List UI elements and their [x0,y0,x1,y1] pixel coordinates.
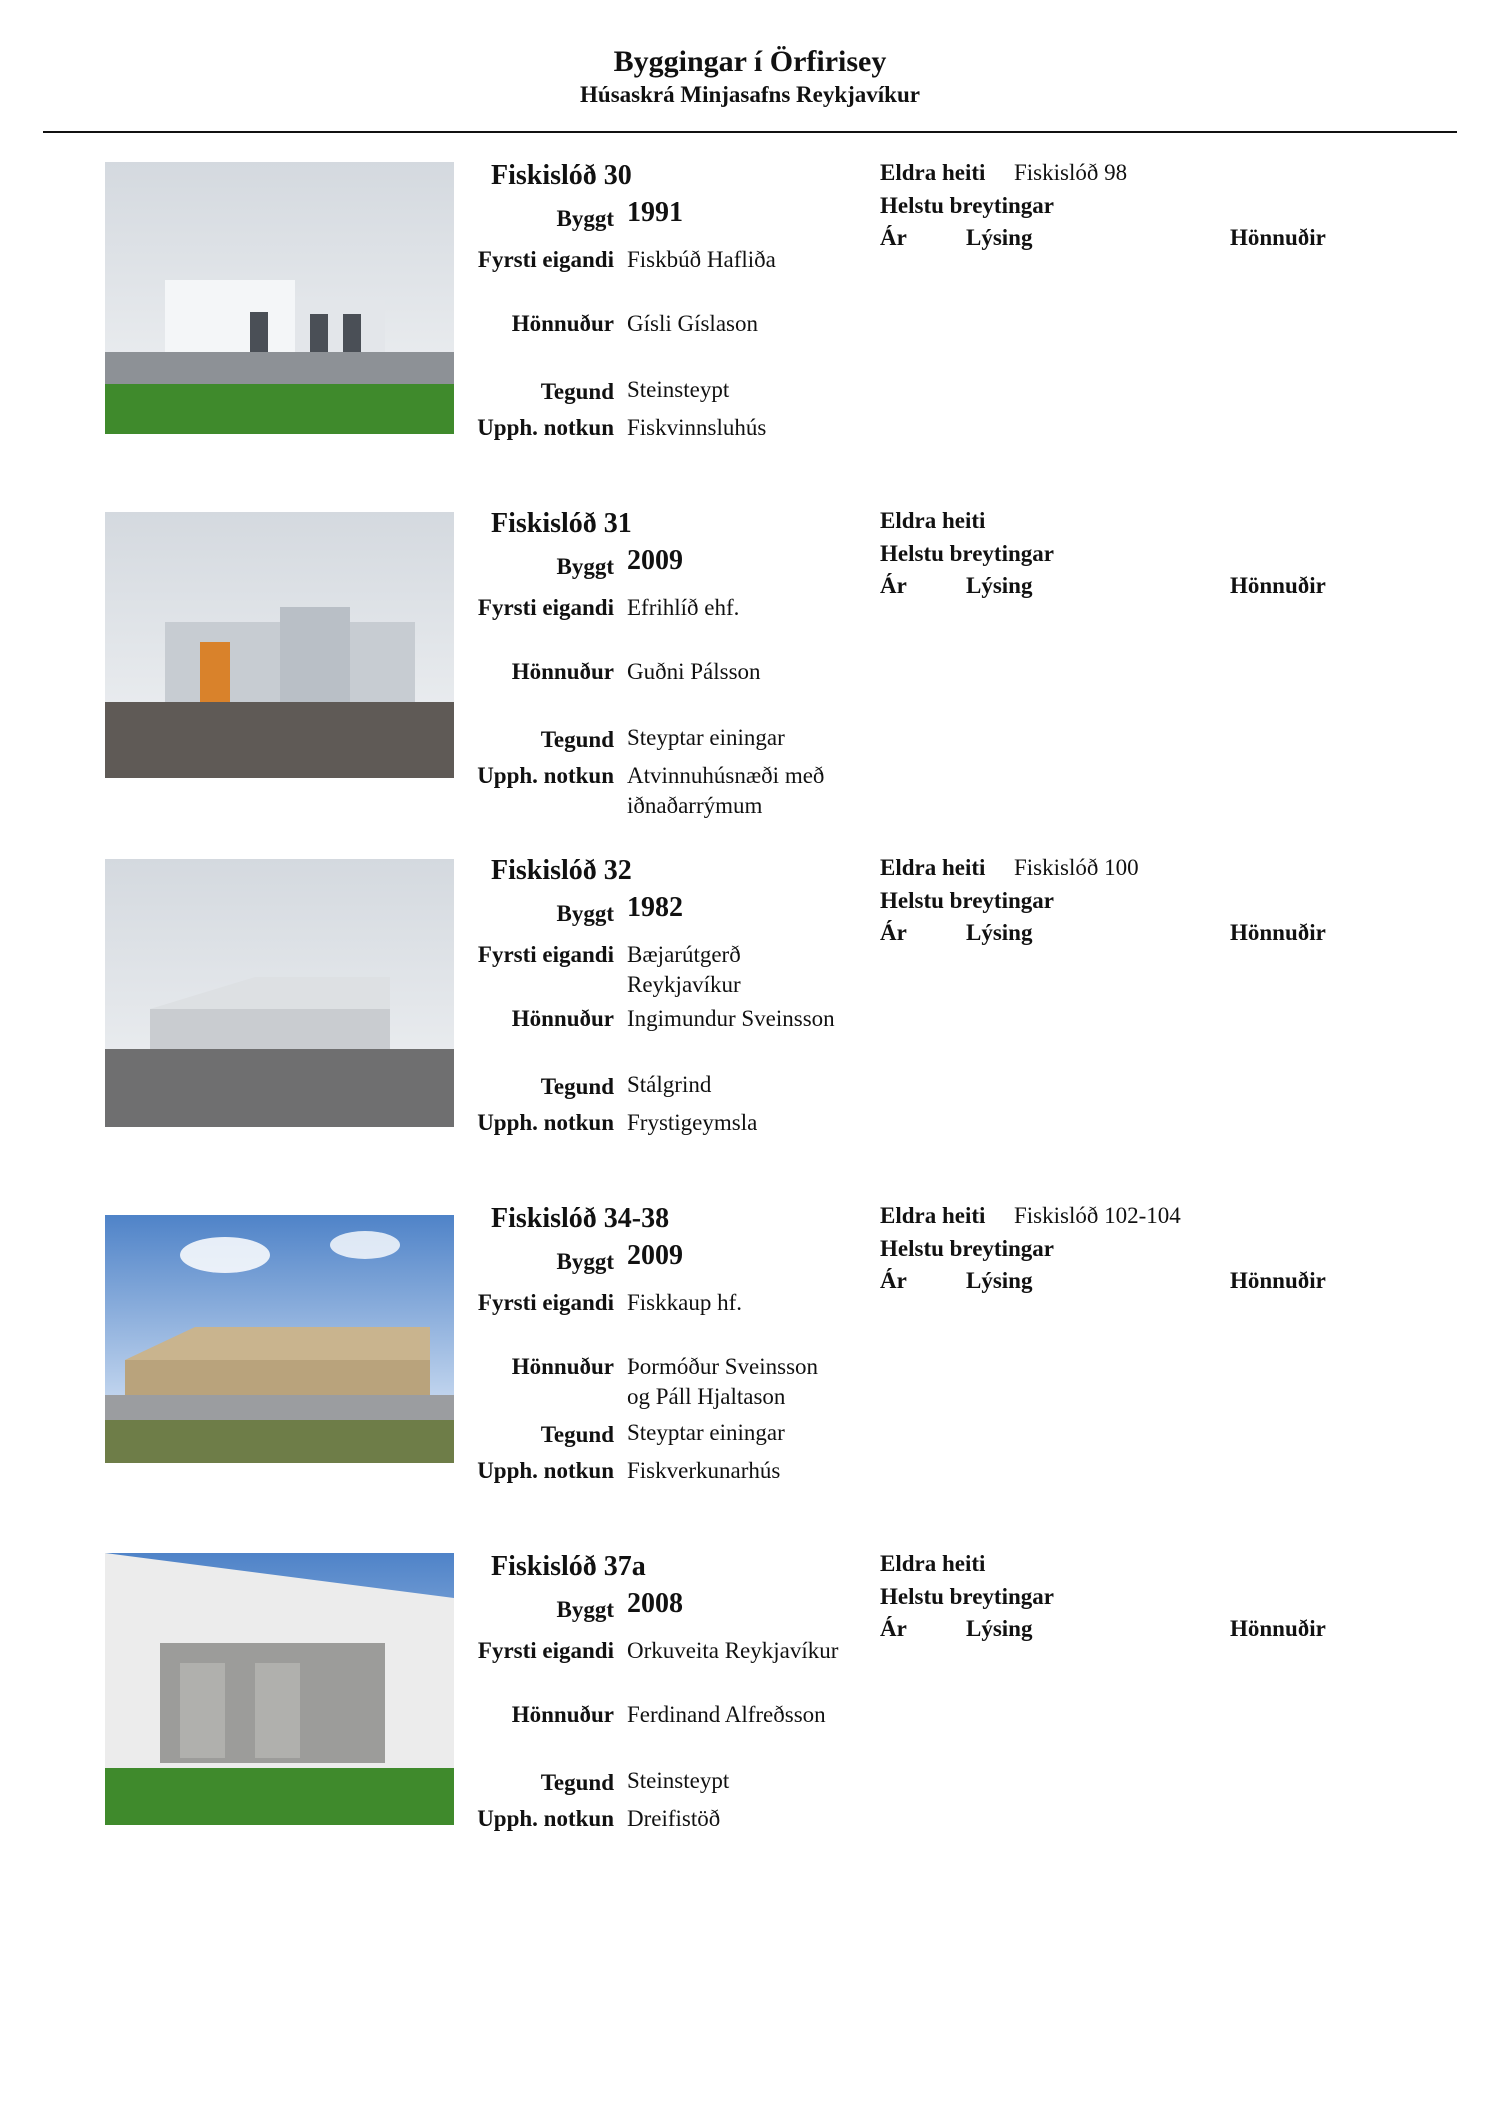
page-header [0,44,1500,110]
older-name-label: Eldra heiti [880,1203,986,1228]
col-year-header: Ár [880,1616,907,1641]
first-owner-value: Fiskbúð Hafliða [627,247,776,272]
building-address: Fiskislóð 32 [491,855,632,886]
original-use-value: Frystigeymsla [627,1110,758,1135]
col-description-header: Lýsing [966,1616,1033,1641]
building-address: Fiskislóð 37a [491,1551,646,1582]
building-photo-icon [105,1553,454,1825]
main-changes-label: Helstu breytingar [880,1236,1054,1261]
col-description-header: Lýsing [966,1268,1033,1293]
building-address: Fiskislóð 31 [491,508,632,539]
designer-value: Þormóður Sveinsson [627,1354,819,1379]
type-label: Tegund [540,379,614,404]
first-owner-value: Efrihlíð ehf. [627,595,740,620]
original-use-value: Atvinnuhúsnæði með [627,763,825,788]
page-subtitle: Húsaskrá Minjasafns Reykjavíkur [580,82,920,107]
building-photo [105,1215,454,1463]
original-use-label: Upph. notkun [477,1110,614,1135]
col-designers-header: Hönnuðir [1230,225,1326,250]
built-label: Byggt [556,1249,614,1274]
original-use-value: Fiskverkunarhús [627,1458,781,1483]
building-photo [105,1553,454,1825]
col-designers-header: Hönnuðir [1230,920,1326,945]
designer-label: Hönnuður [511,311,614,336]
first-owner-value: Fiskkaup hf. [627,1290,742,1315]
main-changes-label: Helstu breytingar [880,193,1054,218]
built-label: Byggt [556,206,614,231]
col-year-header: Ár [880,225,907,250]
designer-label: Hönnuður [511,1006,614,1031]
built-label: Byggt [556,554,614,579]
first-owner-label: Fyrsti eigandi [477,942,614,967]
first-owner-label: Fyrsti eigandi [477,247,614,272]
designer-value: Ferdinand Alfreðsson [627,1702,826,1727]
type-value: Steinsteypt [627,1768,730,1793]
built-value: 1991 [627,197,683,228]
building-photo-icon [105,162,454,434]
designer-value: Ingimundur Sveinsson [627,1006,835,1031]
first-owner-label: Fyrsti eigandi [477,595,614,620]
building-photo [105,162,454,434]
older-name-value: Fiskislóð 98 [1014,160,1128,185]
original-use-label: Upph. notkun [477,763,614,788]
main-changes-label: Helstu breytingar [880,1584,1054,1609]
built-value: 2008 [627,1588,683,1619]
building-entry [0,160,1500,500]
building-entry [0,1203,1500,1543]
building-photo [105,859,454,1127]
header-divider [43,131,1457,133]
designer-value-2: og Páll Hjaltason [627,1384,786,1409]
built-value: 1982 [627,892,683,923]
built-label: Byggt [556,901,614,926]
designer-value: Guðni Pálsson [627,659,761,684]
first-owner-value-2: Reykjavíkur [627,972,741,997]
building-address: Fiskislóð 34-38 [491,1203,670,1234]
built-label: Byggt [556,1597,614,1622]
older-name-value: Fiskislóð 102-104 [1014,1203,1181,1228]
type-value: Steyptar einingar [627,1420,785,1445]
building-photo-icon [105,859,454,1127]
type-label: Tegund [540,727,614,752]
col-year-header: Ár [880,573,907,598]
designer-label: Hönnuður [511,1702,614,1727]
original-use-value-2: iðnaðarrýmum [627,793,763,818]
older-name-label: Eldra heiti [880,508,986,533]
older-name-label: Eldra heiti [880,855,986,880]
type-value: Stálgrind [627,1072,712,1097]
first-owner-value: Orkuveita Reykjavíkur [627,1638,839,1663]
col-designers-header: Hönnuðir [1230,1268,1326,1293]
original-use-label: Upph. notkun [477,1458,614,1483]
col-year-header: Ár [880,1268,907,1293]
col-description-header: Lýsing [966,573,1033,598]
older-name-label: Eldra heiti [880,160,986,185]
col-description-header: Lýsing [966,225,1033,250]
type-value: Steinsteypt [627,377,730,402]
main-changes-label: Helstu breytingar [880,541,1054,566]
older-name-value: Fiskislóð 100 [1014,855,1139,880]
page-title: Byggingar í Örfirisey [613,45,887,78]
type-label: Tegund [540,1074,614,1099]
original-use-label: Upph. notkun [477,415,614,440]
building-address: Fiskislóð 30 [491,160,632,191]
original-use-value: Dreifistöð [627,1806,721,1831]
designer-value: Gísli Gíslason [627,311,758,336]
designer-label: Hönnuður [511,659,614,684]
col-description-header: Lýsing [966,920,1033,945]
col-designers-header: Hönnuðir [1230,1616,1326,1641]
original-use-value: Fiskvinnsluhús [627,415,767,440]
first-owner-value: Bæjarútgerð [627,942,741,967]
built-value: 2009 [627,1240,683,1271]
building-entry [0,1551,1500,1891]
first-owner-label: Fyrsti eigandi [477,1290,614,1315]
designer-label: Hönnuður [511,1354,614,1379]
main-changes-label: Helstu breytingar [880,888,1054,913]
building-entry [0,508,1500,848]
first-owner-label: Fyrsti eigandi [477,1638,614,1663]
built-value: 2009 [627,545,683,576]
type-label: Tegund [540,1422,614,1447]
type-label: Tegund [540,1770,614,1795]
original-use-label: Upph. notkun [477,1806,614,1831]
building-photo-icon [105,512,454,778]
building-entry [0,855,1500,1195]
older-name-label: Eldra heiti [880,1551,986,1576]
building-photo [105,512,454,778]
col-year-header: Ár [880,920,907,945]
building-photo-icon [105,1215,454,1463]
type-value: Steyptar einingar [627,725,785,750]
col-designers-header: Hönnuðir [1230,573,1326,598]
